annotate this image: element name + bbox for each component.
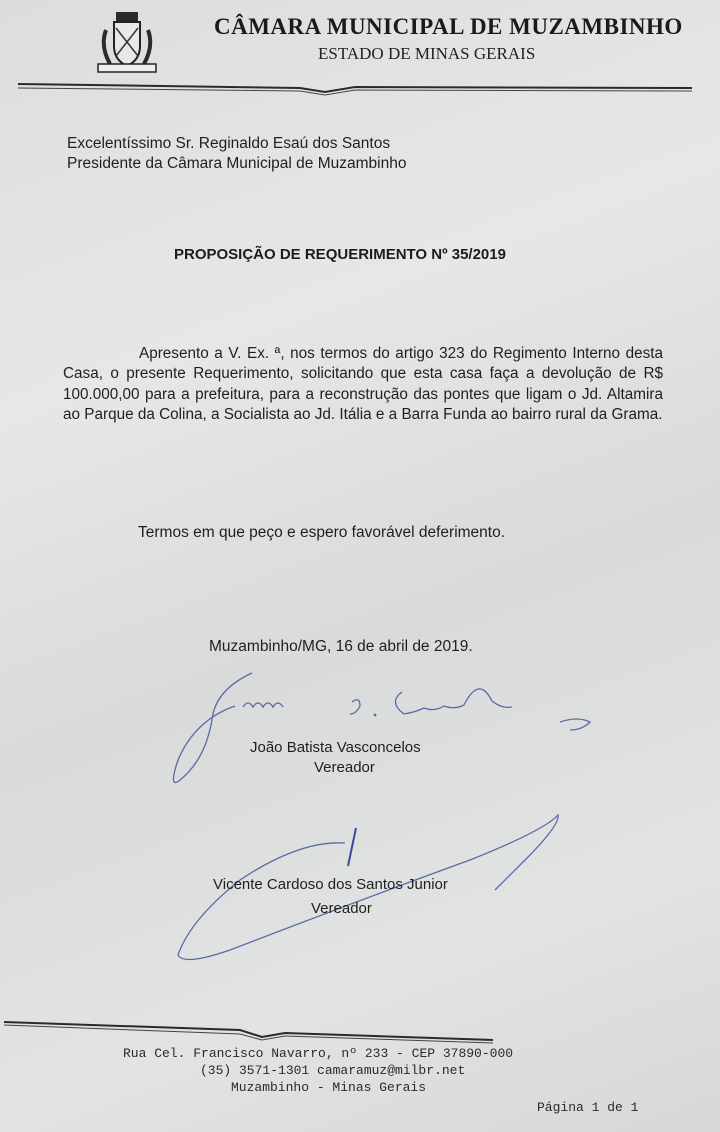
page-number: Página 1 de 1 — [537, 1100, 639, 1115]
footer-address: Rua Cel. Francisco Navarro, nº 233 - CEP 37890-000 — [123, 1046, 514, 1061]
body-paragraph: Apresento a V. Ex. ª, nos termos do artigo 323 do Regimento Interno desta Casa, o presente Requerimento, solicitando que esta casa faça a devolução de R$ 100.000,00 para a prefeitura, para a reconstrução das pontes que ligam o Jd. Altamira ao Parque da Colina, a Socialista ao Jd. Itália e a Barra Funda ao bairro rural da Grama. — [63, 345, 663, 424]
footer-city: Muzambinho - Minas Gerais — [231, 1080, 427, 1095]
addressee-name: Excelentíssimo Sr. Reginaldo Esaú dos Santos — [67, 135, 391, 152]
signatory-1-role: Vereador — [314, 759, 375, 776]
institution-name: CÂMARA MUNICIPAL DE MUZAMBINHO — [214, 14, 683, 39]
place-and-date: Muzambinho/MG, 16 de abril de 2019. — [209, 638, 473, 655]
signatory-2-name: Vicente Cardoso dos Santos Junior — [213, 876, 448, 893]
closing-statement: Termos em que peço e espero favorável deferimento. — [138, 524, 506, 541]
signatory-1-name: João Batista Vasconcelos — [250, 739, 421, 756]
footer-contact: (35) 3571-1301 camaramuz@milbr.net — [200, 1063, 466, 1078]
signatory-2-role: Vereador — [311, 900, 372, 917]
document-body — [63, 344, 663, 426]
coat-of-arms-icon — [92, 8, 162, 78]
document-title: PROPOSIÇÃO DE REQUERIMENTO Nº 35/2019 — [174, 246, 506, 263]
addressee-title: Presidente da Câmara Municipal de Muzambinho — [67, 155, 407, 172]
state-name: ESTADO DE MINAS GERAIS — [318, 44, 536, 63]
addressee-block — [67, 134, 406, 174]
